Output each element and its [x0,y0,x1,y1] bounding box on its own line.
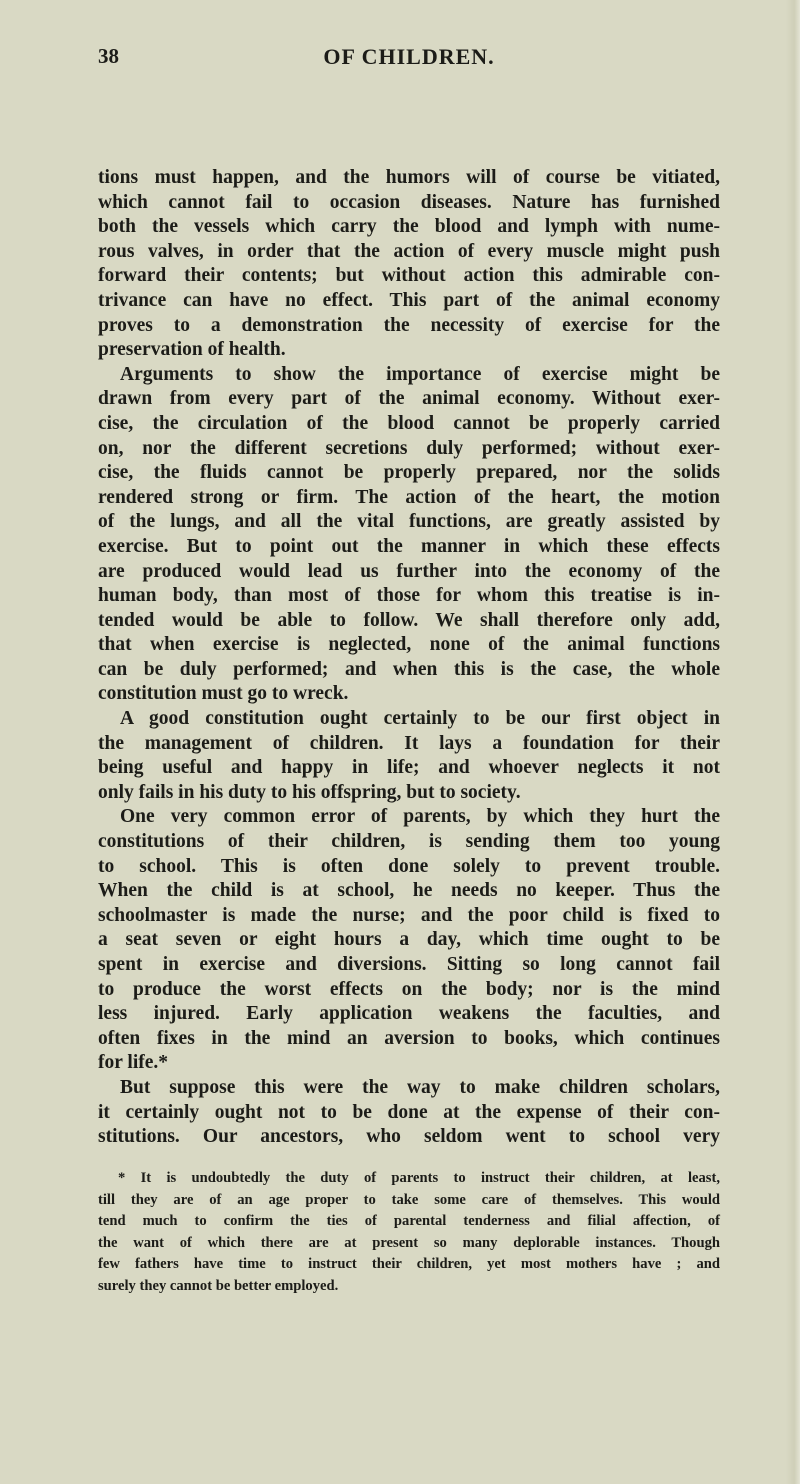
text-line: stitutions. Our ancestors, who seldom went to school very [98,1126,720,1148]
text-line: forward their contents; but without action this admirable con- [98,265,720,287]
text-line: Arguments to show the importance of exercise might be [120,363,720,385]
text-line: spent in exercise and diversions. Sitting so long cannot fail [98,954,720,975]
text-line: One very common error of parents, by which they hurt the [120,806,720,828]
paragraph [98,166,720,363]
text-line: But suppose this were the way to make children scholars, [120,1076,720,1098]
paragraph [98,1076,720,1150]
text-line: schoolmaster is made the nurse; and the poor child is fixed to [98,904,720,926]
footnote-line: surely they cannot be better employed. [98,1277,339,1294]
paragraph [98,805,720,1076]
running-head: OF CHILDREN. [323,44,495,69]
text-line: for life.* [98,1052,169,1074]
text-line: a seat seven or eight hours a day, which time ought to be [98,929,720,951]
text-line: on, nor the different secretions duly performed; without exer- [98,437,720,459]
text-line: constitutions of their children, is sending them too young [98,831,720,853]
text-line: A good constitution ought certainly to be our first object in [120,708,720,730]
text-line: both the vessels which carry the blood and lymph with nume- [98,216,720,238]
text-line: drawn from every part of the animal economy. Without exer- [98,388,720,410]
text-line: often fixes in the mind an aversion to books, which continues [98,1027,720,1049]
text-line: rous valves, in order that the action of every muscle might push [98,240,720,262]
text-line: which cannot fail to occasion diseases. Nature has furnished [98,191,720,213]
text-line: are produced would lead us further into the economy of the [98,560,720,582]
paragraph [98,363,720,707]
text-line: being useful and happy in life; and whoever neglects it not [98,757,720,779]
page-number: 38 [98,44,119,68]
text-line: proves to a demonstration the necessity of exercise for the [98,314,720,336]
text-line: constitution must go to wreck. [98,683,349,705]
text-line: cise, the circulation of the blood cannot be properly carried [98,412,720,434]
text-line: tions must happen, and the humors will of course be vitiated, [98,167,720,188]
footnote-line: few fathers have time to instruct their children, yet most mothers have ; and [98,1256,720,1272]
text-line: trivance can have no effect. This part of the animal economy [98,289,720,311]
page-edge [786,0,800,1484]
text-line: the management of children. It lays a foundation for their [98,732,720,754]
text-line: of the lungs, and all the vital functions, are greatly assisted by [98,511,720,533]
text-line: tended would be able to follow. We shall therefore only add, [98,609,720,631]
page-header [98,44,720,74]
text-line: When the child is at school, he needs no keeper. Thus the [98,880,720,902]
text-line: preservation of health. [98,339,286,361]
footnote-line: tend much to confirm the ties of parental tenderness and filial affection, of [98,1213,720,1229]
text-line: it certainly ought not to be done at the expense of their con- [98,1101,720,1123]
text-line: to produce the worst effects on the body; nor is the mind [98,978,720,1000]
footnote-line: till they are of an age proper to take some care of themselves. This would [98,1191,720,1208]
footnote [98,1168,720,1297]
text-line: that when exercise is neglected, none of the animal functions [98,634,720,656]
text-line: to school. This is often done solely to prevent trouble. [98,855,720,877]
body-text [98,166,720,1150]
text-line: exercise. But to point out the manner in which these effects [98,535,720,557]
footnote-line: the want of which there are at present so many deplorable instances. Though [98,1234,720,1251]
text-line: can be duly performed; and when this is the case, the whole [98,658,720,680]
text-line: human body, than most of those for whom this treatise is in- [98,585,720,607]
footnote-line: * It is undoubtedly the duty of parents to instruct their children, at least, [118,1170,720,1186]
text-line: rendered strong or firm. The action of the heart, the motion [98,486,720,508]
text-line: only fails in his duty to his offspring, but to society. [98,781,521,803]
text-line: cise, the fluids cannot be properly prepared, nor the solids [98,462,720,484]
text-line: less injured. Early application weakens the faculties, and [98,1003,720,1025]
paragraph [98,707,720,805]
